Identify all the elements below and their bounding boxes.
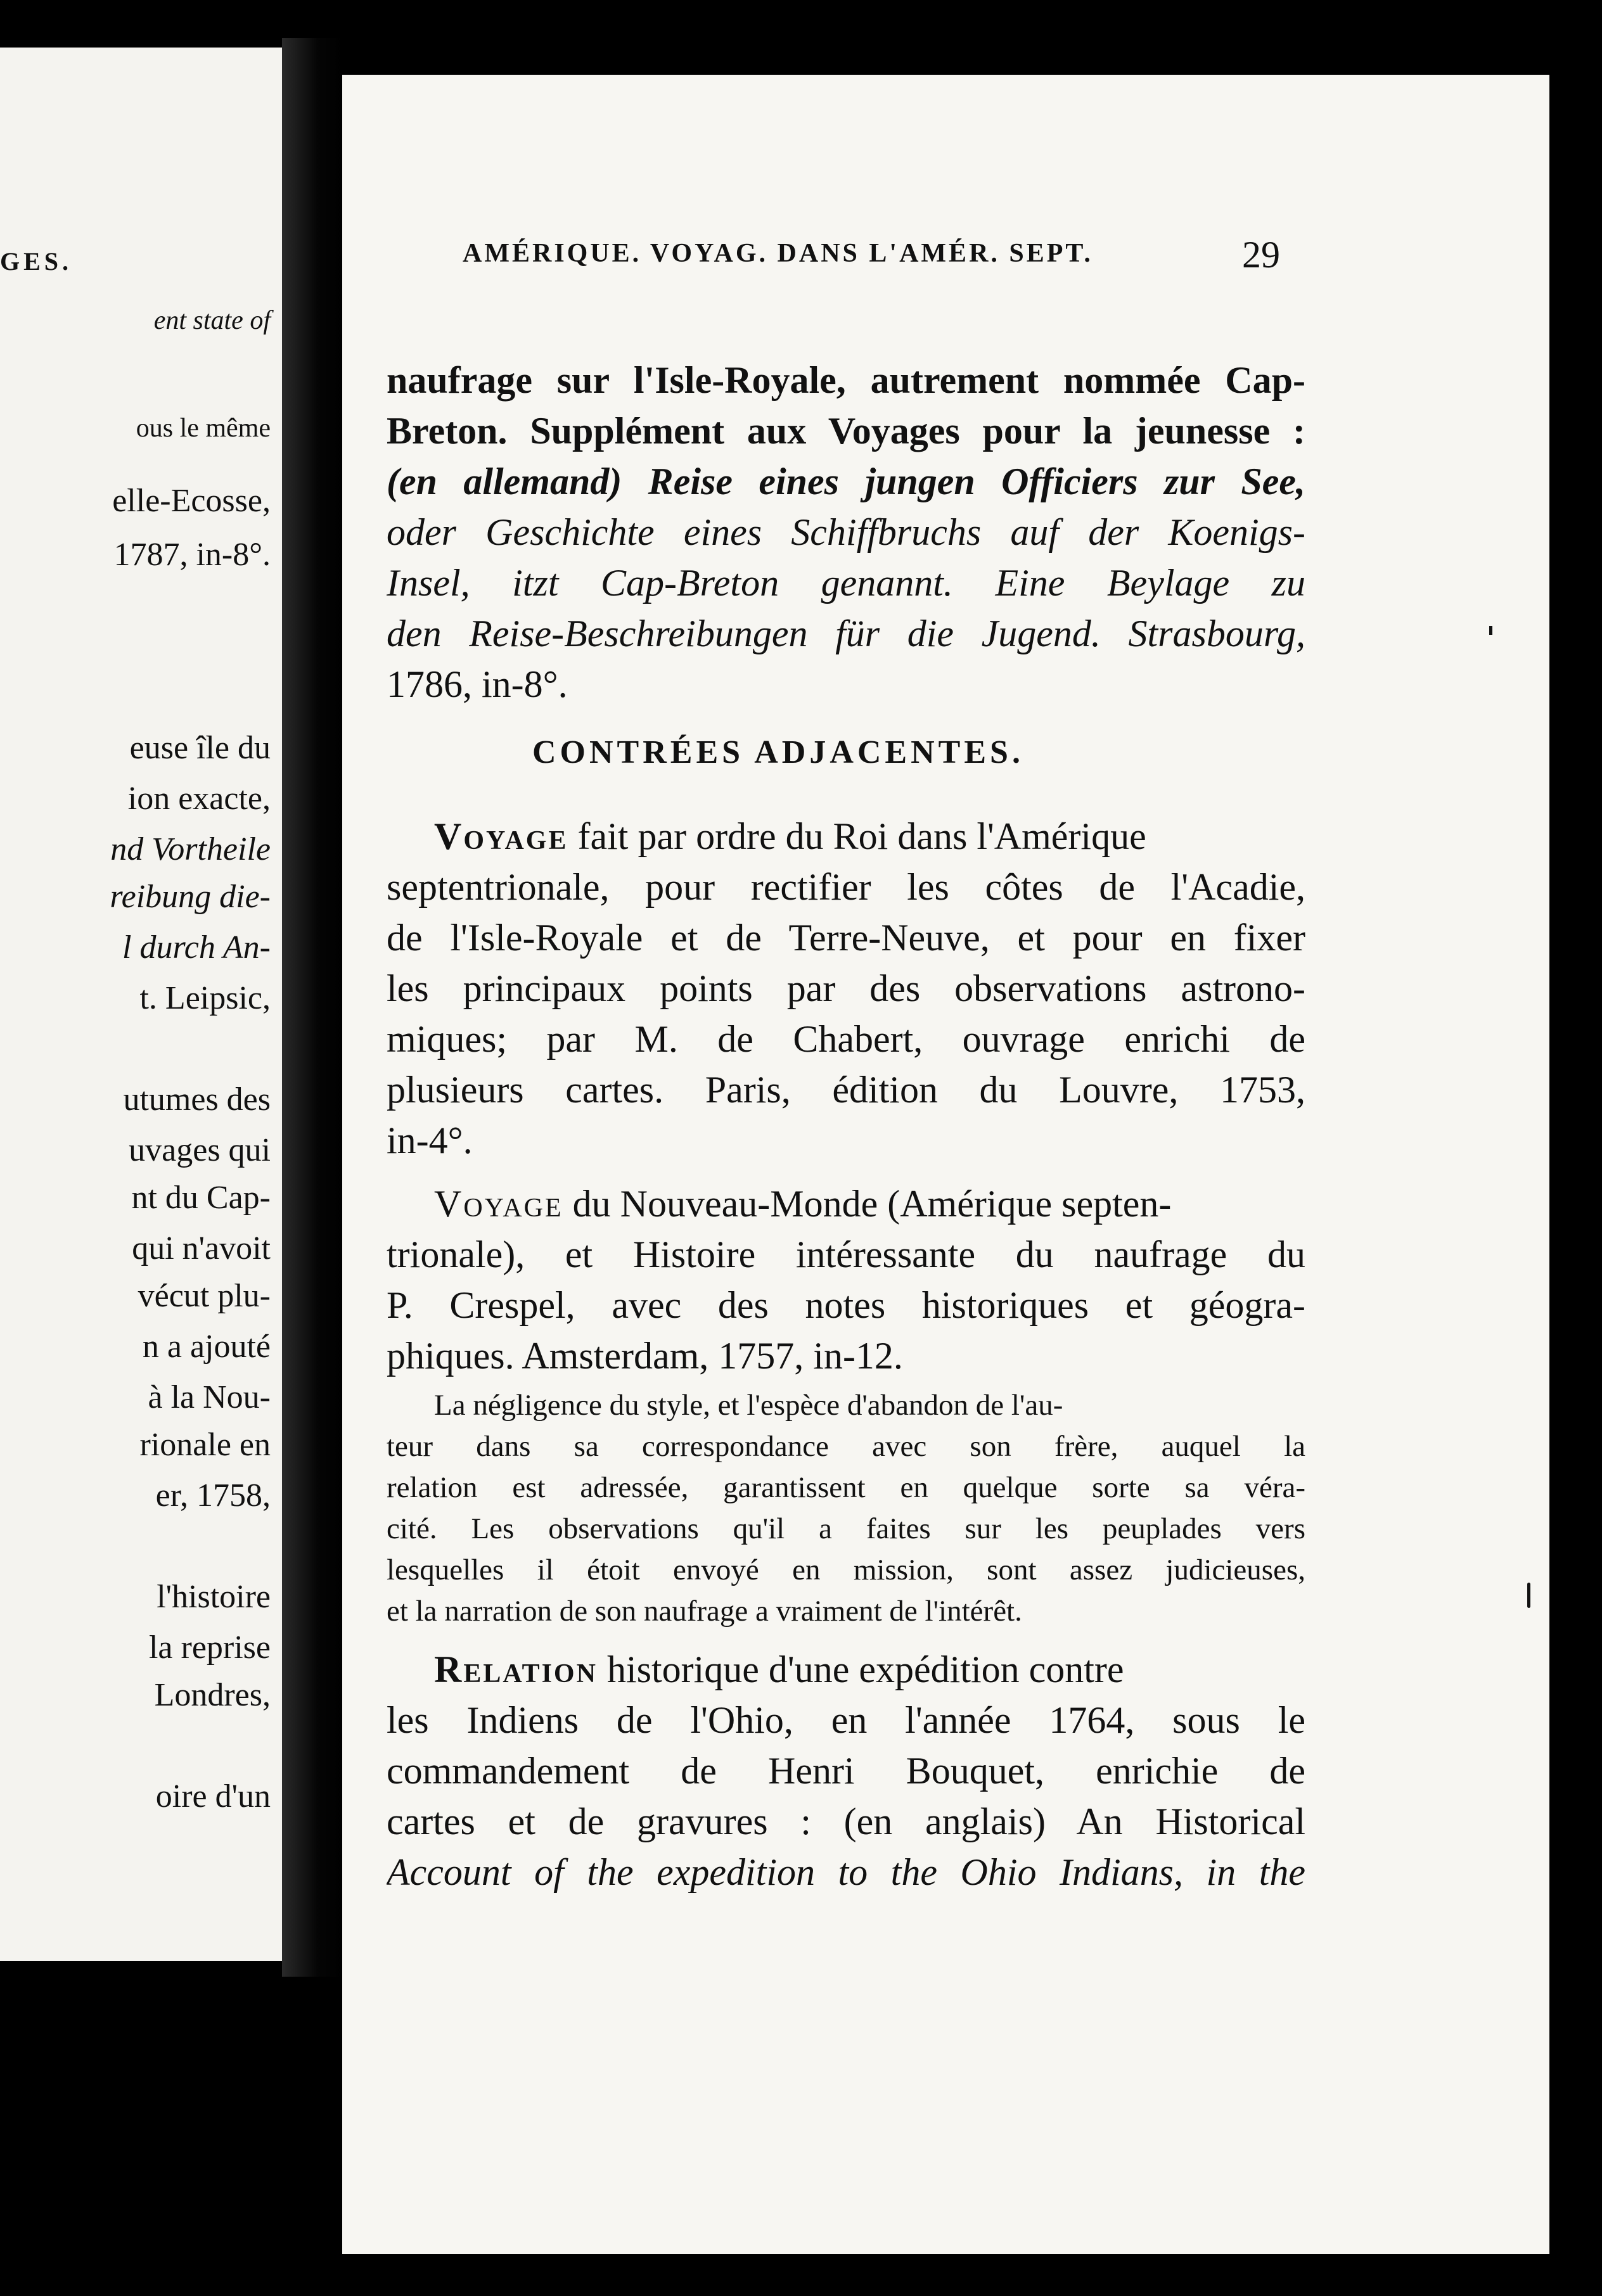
main-page (342, 75, 1549, 2254)
text-line: de l'Isle-Royale et de Terre-Neuve, et pour en fixer (387, 919, 1305, 959)
entry-text: du Nouveau-Monde (Amérique septen- (572, 1183, 1172, 1225)
margin-mark (1527, 1583, 1530, 1608)
text-line: (en allemand) Reise eines jungen Officiers zur See, (387, 462, 1305, 502)
left-facing-page (0, 48, 282, 1961)
text-line: miques; par M. de Chabert, ouvrage enrichi de (387, 1020, 1305, 1060)
entry-text: historique d'une expédition contre (606, 1649, 1124, 1690)
text-line: phiques. Amsterdam, 1757, in-12. (387, 1335, 903, 1377)
left-line: oire d'un (155, 1778, 271, 1814)
left-line: ion exacte, (127, 781, 271, 817)
text-line: den Reise-Beschreibungen für die Jugend. Strasbourg, (387, 615, 1305, 654)
text-line: les Indiens de l'Ohio, en l'année 1764, sous le (387, 1701, 1305, 1741)
note-line: et la narration de son naufrage a vraiment de l'intérêt. (387, 1595, 1022, 1628)
page-number: 29 (1242, 234, 1280, 276)
left-line: l durch An- (122, 929, 271, 966)
left-line: rionale en (139, 1427, 271, 1463)
left-line: l'histoire (157, 1579, 271, 1615)
margin-mark (1489, 626, 1492, 635)
left-running-head: GES. (0, 247, 73, 276)
left-line: vécut plu- (138, 1278, 271, 1314)
book-gutter-shadow (282, 38, 342, 1977)
entry-lead: Voyage (434, 1183, 563, 1225)
left-line: ous le même (136, 414, 271, 443)
text-line (387, 1185, 1305, 1223)
text-line: Breton. Supplément aux Voyages pour la jeunesse : (387, 412, 1305, 452)
left-line: Londres, (154, 1677, 271, 1713)
text-line: plusieurs cartes. Paris, édition du Louvre, 1753, (387, 1071, 1305, 1111)
text-line (387, 1650, 1305, 1688)
text-line: oder Geschichte eines Schiffbruchs auf der Koenigs- (387, 513, 1305, 553)
text-line: P. Crespel, avec des notes historiques et géogra- (387, 1286, 1305, 1326)
text-line: trionale), et Histoire intéressante du naufrage du (387, 1235, 1305, 1275)
left-line: uvages qui (129, 1132, 271, 1168)
note-line: lesquelles il étoit envoyé en mission, sont assez judicieuses, (387, 1555, 1305, 1586)
left-line: er, 1758, (155, 1477, 271, 1514)
text-line: Account of the expedition to the Ohio Indians, in the (387, 1853, 1305, 1893)
text-line (387, 817, 1305, 855)
text-line: cartes et de gravures : (en anglais) An Historical (387, 1802, 1305, 1842)
note-line: La négligence du style, et l'espèce d'abandon de l'au- (434, 1389, 1063, 1422)
left-line: t. Leipsic, (139, 980, 271, 1016)
left-line: n a ajouté (142, 1329, 271, 1365)
left-line: à la Nou- (148, 1379, 271, 1415)
note-line: relation est adressée, garantissent en quelque sorte sa véra- (387, 1473, 1305, 1504)
left-line: elle-Ecosse, (112, 483, 271, 519)
text-line: 1786, in-8°. (387, 663, 568, 705)
note-line: teur dans sa correspondance avec son frère, auquel la (387, 1432, 1305, 1463)
entry-lead: Voyage (434, 815, 568, 857)
left-line: euse île du (129, 730, 271, 766)
text-line: septentrionale, pour rectifier les côtes de l'Acadie, (387, 868, 1305, 908)
left-line: qui n'avoit (132, 1230, 271, 1266)
note-line: cité. Les observations qu'il a faites sur les peuplades vers (387, 1514, 1305, 1545)
entry-text: fait par ordre du Roi dans l'Amérique (577, 815, 1146, 857)
left-line: nd Vortheile (110, 831, 271, 867)
left-line: ent state of (153, 306, 271, 335)
left-line: la reprise (148, 1630, 271, 1666)
left-line: nt du Cap- (131, 1180, 271, 1216)
running-head: AMÉRIQUE. VOYAG. DANS L'AMÉR. SEPT. (463, 239, 1093, 268)
left-line: 1787, in-8°. (113, 537, 271, 573)
text-line: commandement de Henri Bouquet, enrichie de (387, 1752, 1305, 1792)
section-title: CONTRÉES ADJACENTES. (532, 734, 1024, 770)
text-line: naufrage sur l'Isle-Royale, autrement nommée Cap- (387, 361, 1305, 401)
text-line: les principaux points par des observations astrono- (387, 969, 1305, 1009)
text-line: Insel, itzt Cap-Breton genannt. Eine Beylage zu (387, 564, 1305, 604)
left-line: reibung die- (110, 879, 271, 915)
text-line: in-4°. (387, 1119, 473, 1161)
left-line: utumes des (123, 1081, 271, 1118)
entry-lead: Relation (434, 1649, 598, 1690)
